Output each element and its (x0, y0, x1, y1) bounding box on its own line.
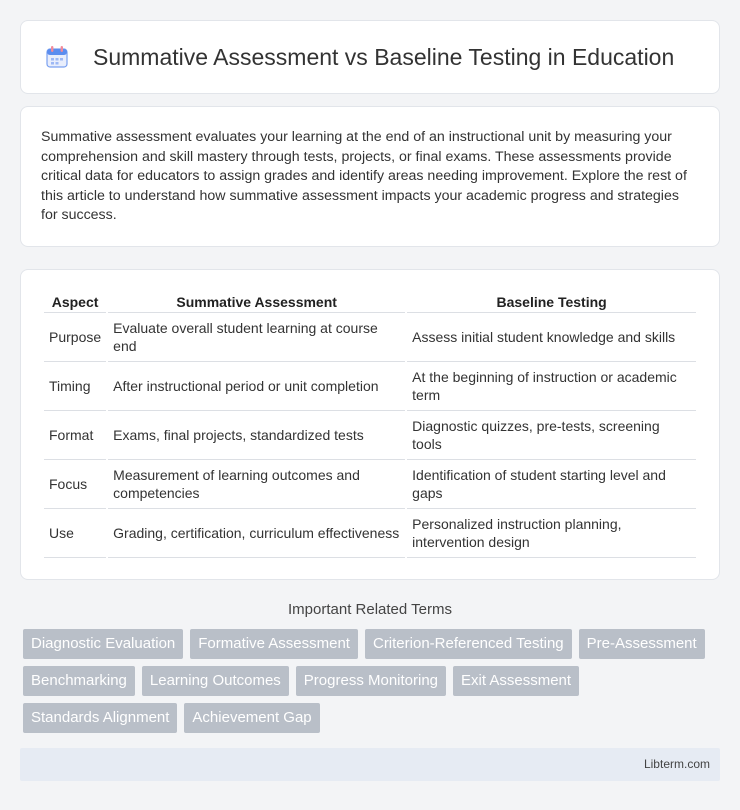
summative-cell: Exams, final projects, standardized tests (108, 411, 405, 460)
term-tag[interactable]: Diagnostic Evaluation (23, 629, 183, 659)
baseline-cell: At the beginning of instruction or academic term (407, 362, 696, 411)
related-terms-list (20, 629, 720, 740)
calendar-icon (43, 43, 71, 71)
page-title: Summative Assessment vs Baseline Testing in Education (93, 43, 675, 70)
term-tag[interactable]: Achievement Gap (184, 703, 319, 733)
table-row (44, 460, 696, 509)
table-row (44, 362, 696, 411)
summative-cell: Grading, certification, curriculum effectiveness (108, 509, 405, 558)
term-tag[interactable]: Formative Assessment (190, 629, 358, 659)
summative-cell: After instructional period or unit completion (108, 362, 405, 411)
header-baseline: Baseline Testing (407, 291, 696, 313)
baseline-cell: Identification of student starting level and gaps (407, 460, 696, 509)
intro-card (20, 106, 720, 247)
comparison-table-card (20, 269, 720, 580)
term-tag[interactable]: Standards Alignment (23, 703, 177, 733)
header-card (20, 20, 720, 94)
term-tag[interactable]: Learning Outcomes (142, 666, 289, 696)
table-row (44, 509, 696, 558)
aspect-cell: Focus (44, 460, 106, 509)
table-header-row (44, 291, 696, 313)
baseline-cell: Assess initial student knowledge and skills (407, 313, 696, 362)
aspect-cell: Purpose (44, 313, 106, 362)
table-row (44, 411, 696, 460)
header-aspect: Aspect (44, 291, 106, 313)
term-tag[interactable]: Pre-Assessment (579, 629, 705, 659)
term-tag[interactable]: Progress Monitoring (296, 666, 446, 696)
header-summative: Summative Assessment (108, 291, 405, 313)
term-tag[interactable]: Criterion-Referenced Testing (365, 629, 572, 659)
baseline-cell: Personalized instruction planning, intervention design (407, 509, 696, 558)
term-tag[interactable]: Exit Assessment (453, 666, 579, 696)
intro-text: Summative assessment evaluates your learning at the end of an instructional unit by measuring your comprehension and skill mastery through tests, projects, or final exams. These assessments provide critical data for educators to assign grades and identify areas needing improvement. Explore the rest of this article to understand how summative assessment impacts your academic progress and strategies for success. (41, 129, 687, 223)
aspect-cell: Timing (44, 362, 106, 411)
aspect-cell: Use (44, 509, 106, 558)
baseline-cell: Diagnostic quizzes, pre-tests, screening tools (407, 411, 696, 460)
term-tag[interactable]: Benchmarking (23, 666, 135, 696)
summative-cell: Measurement of learning outcomes and competencies (108, 460, 405, 509)
footer (20, 748, 720, 781)
footer-site-link[interactable]: Libterm.com (643, 757, 710, 771)
summative-cell: Evaluate overall student learning at course end (108, 313, 405, 362)
related-terms-title: Important Related Terms (288, 600, 452, 618)
table-row (44, 313, 696, 362)
comparison-table (42, 291, 698, 558)
aspect-cell: Format (44, 411, 106, 460)
